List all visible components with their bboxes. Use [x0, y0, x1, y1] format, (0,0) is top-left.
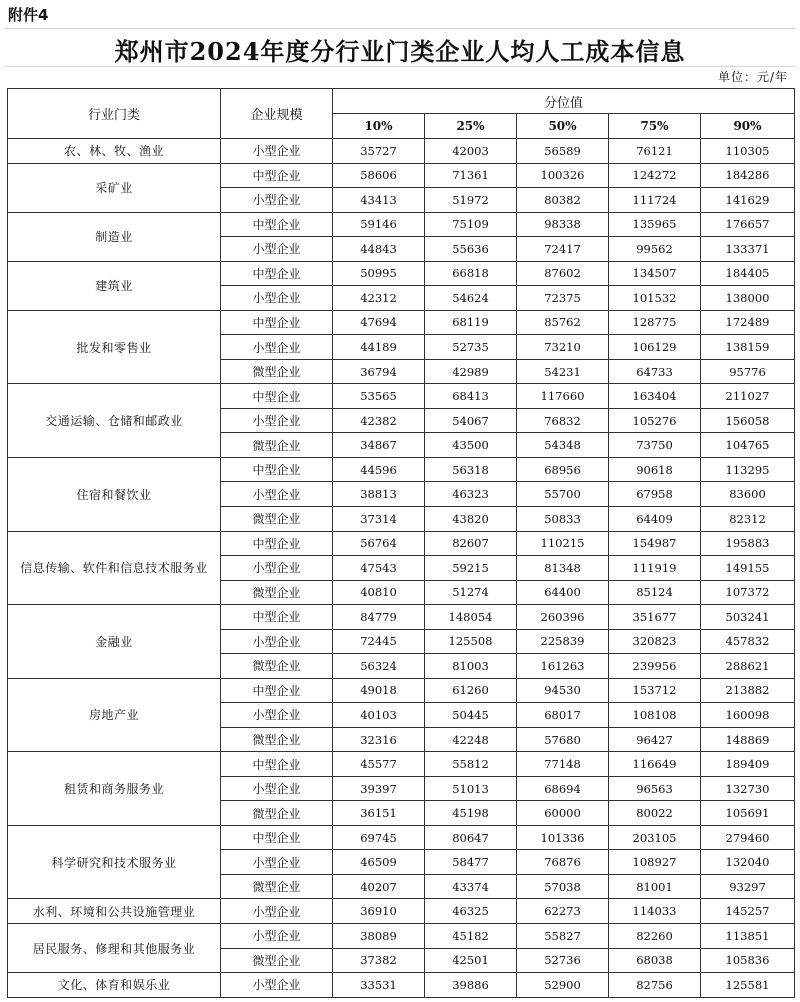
table-row — [8, 752, 795, 777]
scale-cell: 中型企业 — [221, 605, 333, 630]
table-row — [8, 924, 795, 949]
value-cell: 67958 — [609, 482, 701, 507]
value-cell: 36794 — [333, 359, 425, 384]
value-cell: 43820 — [425, 506, 517, 531]
value-cell: 72445 — [333, 629, 425, 654]
value-cell: 260396 — [517, 605, 609, 630]
value-cell: 55812 — [425, 752, 517, 777]
value-cell: 148869 — [701, 727, 795, 752]
value-cell: 184286 — [701, 163, 795, 188]
industry-cell: 住宿和餐饮业 — [8, 457, 221, 531]
value-cell: 107372 — [701, 580, 795, 605]
value-cell: 101336 — [517, 825, 609, 850]
value-cell: 42501 — [425, 948, 517, 973]
value-cell: 44596 — [333, 457, 425, 482]
scale-cell: 中型企业 — [221, 825, 333, 850]
value-cell: 47694 — [333, 310, 425, 335]
value-cell: 145257 — [701, 899, 795, 924]
scale-cell: 微型企业 — [221, 433, 333, 458]
value-cell: 64400 — [517, 580, 609, 605]
scale-cell: 微型企业 — [221, 874, 333, 899]
value-cell: 51972 — [425, 188, 517, 213]
value-cell: 189409 — [701, 752, 795, 777]
value-cell: 85124 — [609, 580, 701, 605]
value-cell: 154987 — [609, 531, 701, 556]
value-cell: 68694 — [517, 776, 609, 801]
value-cell: 104765 — [701, 433, 795, 458]
value-cell: 42003 — [425, 139, 517, 164]
value-cell: 100326 — [517, 163, 609, 188]
header-percentile-group: 分位值 — [333, 89, 795, 114]
value-cell: 64409 — [609, 506, 701, 531]
value-cell: 124272 — [609, 163, 701, 188]
value-cell: 46509 — [333, 850, 425, 875]
value-cell: 36910 — [333, 899, 425, 924]
value-cell: 153712 — [609, 678, 701, 703]
value-cell: 60000 — [517, 801, 609, 826]
value-cell: 37382 — [333, 948, 425, 973]
table-row — [8, 384, 795, 409]
value-cell: 101532 — [609, 286, 701, 311]
value-cell: 90618 — [609, 457, 701, 482]
scale-cell: 中型企业 — [221, 531, 333, 556]
value-cell: 55636 — [425, 237, 517, 262]
table-body — [8, 139, 795, 998]
value-cell: 69745 — [333, 825, 425, 850]
scale-cell: 小型企业 — [221, 335, 333, 360]
value-cell: 54067 — [425, 408, 517, 433]
header-p75: 75% — [609, 114, 701, 139]
value-cell: 128775 — [609, 310, 701, 335]
value-cell: 503241 — [701, 605, 795, 630]
value-cell: 113295 — [701, 457, 795, 482]
industry-cell: 文化、体育和娱乐业 — [8, 973, 221, 998]
value-cell: 73750 — [609, 433, 701, 458]
scale-cell: 中型企业 — [221, 752, 333, 777]
scale-cell: 小型企业 — [221, 703, 333, 728]
value-cell: 156058 — [701, 408, 795, 433]
scale-cell: 小型企业 — [221, 237, 333, 262]
value-cell: 141629 — [701, 188, 795, 213]
unit-label: 单位：元/年 — [717, 70, 788, 84]
value-cell: 59146 — [333, 212, 425, 237]
value-cell: 117660 — [517, 384, 609, 409]
value-cell: 83600 — [701, 482, 795, 507]
value-cell: 81003 — [425, 654, 517, 679]
value-cell: 125581 — [701, 973, 795, 998]
scale-cell: 小型企业 — [221, 139, 333, 164]
divider — [4, 28, 796, 29]
value-cell: 351677 — [609, 605, 701, 630]
value-cell: 46323 — [425, 482, 517, 507]
industry-cell: 建筑业 — [8, 261, 221, 310]
value-cell: 82312 — [701, 506, 795, 531]
value-cell: 40207 — [333, 874, 425, 899]
value-cell: 81001 — [609, 874, 701, 899]
value-cell: 37314 — [333, 506, 425, 531]
value-cell: 44189 — [333, 335, 425, 360]
scale-cell: 小型企业 — [221, 408, 333, 433]
value-cell: 44843 — [333, 237, 425, 262]
value-cell: 42312 — [333, 286, 425, 311]
value-cell: 110215 — [517, 531, 609, 556]
value-cell: 134507 — [609, 261, 701, 286]
scale-cell: 小型企业 — [221, 629, 333, 654]
value-cell: 33531 — [333, 973, 425, 998]
value-cell: 49018 — [333, 678, 425, 703]
value-cell: 68956 — [517, 457, 609, 482]
table-row — [8, 163, 795, 188]
scale-cell: 中型企业 — [221, 261, 333, 286]
header-p10: 10% — [333, 114, 425, 139]
value-cell: 43500 — [425, 433, 517, 458]
table-row — [8, 261, 795, 286]
value-cell: 211027 — [701, 384, 795, 409]
value-cell: 40810 — [333, 580, 425, 605]
scale-cell: 微型企业 — [221, 359, 333, 384]
scale-cell: 小型企业 — [221, 188, 333, 213]
scale-cell: 中型企业 — [221, 678, 333, 703]
value-cell: 56764 — [333, 531, 425, 556]
header-p90: 90% — [701, 114, 795, 139]
industry-cell: 信息传输、软件和信息技术服务业 — [8, 531, 221, 605]
value-cell: 82756 — [609, 973, 701, 998]
industry-cell: 房地产业 — [8, 678, 221, 752]
value-cell: 52736 — [517, 948, 609, 973]
value-cell: 184405 — [701, 261, 795, 286]
value-cell: 93297 — [701, 874, 795, 899]
scale-cell: 微型企业 — [221, 506, 333, 531]
value-cell: 82260 — [609, 924, 701, 949]
industry-cell: 批发和零售业 — [8, 310, 221, 384]
table-row — [8, 605, 795, 630]
value-cell: 38813 — [333, 482, 425, 507]
industry-cell: 水利、环境和公共设施管理业 — [8, 899, 221, 924]
value-cell: 110305 — [701, 139, 795, 164]
table-row — [8, 899, 795, 924]
value-cell: 42989 — [425, 359, 517, 384]
value-cell: 56589 — [517, 139, 609, 164]
value-cell: 172489 — [701, 310, 795, 335]
value-cell: 82607 — [425, 531, 517, 556]
scale-cell: 微型企业 — [221, 801, 333, 826]
table-row — [8, 212, 795, 237]
scale-cell: 小型企业 — [221, 556, 333, 581]
value-cell: 56318 — [425, 457, 517, 482]
industry-cell: 租赁和商务服务业 — [8, 752, 221, 826]
value-cell: 34867 — [333, 433, 425, 458]
value-cell: 80022 — [609, 801, 701, 826]
value-cell: 288621 — [701, 654, 795, 679]
value-cell: 68017 — [517, 703, 609, 728]
value-cell: 161263 — [517, 654, 609, 679]
value-cell: 133371 — [701, 237, 795, 262]
value-cell: 106129 — [609, 335, 701, 360]
value-cell: 105691 — [701, 801, 795, 826]
header-p25: 25% — [425, 114, 517, 139]
value-cell: 77148 — [517, 752, 609, 777]
value-cell: 56324 — [333, 654, 425, 679]
value-cell: 57038 — [517, 874, 609, 899]
industry-cell: 居民服务、修理和其他服务业 — [8, 924, 221, 973]
value-cell: 68413 — [425, 384, 517, 409]
value-cell: 73210 — [517, 335, 609, 360]
value-cell: 68038 — [609, 948, 701, 973]
value-cell: 80382 — [517, 188, 609, 213]
scale-cell: 微型企业 — [221, 727, 333, 752]
value-cell: 50833 — [517, 506, 609, 531]
value-cell: 54624 — [425, 286, 517, 311]
value-cell: 239956 — [609, 654, 701, 679]
value-cell: 40103 — [333, 703, 425, 728]
value-cell: 176657 — [701, 212, 795, 237]
value-cell: 43413 — [333, 188, 425, 213]
scale-cell: 微型企业 — [221, 580, 333, 605]
value-cell: 138159 — [701, 335, 795, 360]
industry-cell: 科学研究和技术服务业 — [8, 825, 221, 899]
cost-table — [7, 88, 795, 998]
scale-cell: 小型企业 — [221, 899, 333, 924]
value-cell: 76832 — [517, 408, 609, 433]
value-cell: 87602 — [517, 261, 609, 286]
value-cell: 76876 — [517, 850, 609, 875]
value-cell: 35727 — [333, 139, 425, 164]
value-cell: 320823 — [609, 629, 701, 654]
value-cell: 225839 — [517, 629, 609, 654]
table-row — [8, 825, 795, 850]
value-cell: 66818 — [425, 261, 517, 286]
value-cell: 47543 — [333, 556, 425, 581]
value-cell: 135965 — [609, 212, 701, 237]
value-cell: 38089 — [333, 924, 425, 949]
value-cell: 96427 — [609, 727, 701, 752]
attachment-label: 附件4 — [8, 6, 49, 24]
page-title: 郑州市2024年度分行业门类企业人均人工成本信息 — [114, 37, 686, 66]
value-cell: 52900 — [517, 973, 609, 998]
value-cell: 99562 — [609, 237, 701, 262]
industry-cell: 制造业 — [8, 212, 221, 261]
value-cell: 42382 — [333, 408, 425, 433]
value-cell: 54348 — [517, 433, 609, 458]
value-cell: 108108 — [609, 703, 701, 728]
table-row — [8, 973, 795, 998]
value-cell: 45577 — [333, 752, 425, 777]
value-cell: 132040 — [701, 850, 795, 875]
value-cell: 149155 — [701, 556, 795, 581]
value-cell: 81348 — [517, 556, 609, 581]
header-industry: 行业门类 — [8, 89, 221, 139]
scale-cell: 中型企业 — [221, 163, 333, 188]
value-cell: 111919 — [609, 556, 701, 581]
value-cell: 55827 — [517, 924, 609, 949]
value-cell: 279460 — [701, 825, 795, 850]
value-cell: 71361 — [425, 163, 517, 188]
table-row — [8, 139, 795, 164]
value-cell: 457832 — [701, 629, 795, 654]
value-cell: 51013 — [425, 776, 517, 801]
value-cell: 125508 — [425, 629, 517, 654]
value-cell: 96563 — [609, 776, 701, 801]
value-cell: 58477 — [425, 850, 517, 875]
value-cell: 113851 — [701, 924, 795, 949]
value-cell: 80647 — [425, 825, 517, 850]
value-cell: 98338 — [517, 212, 609, 237]
value-cell: 50445 — [425, 703, 517, 728]
value-cell: 94530 — [517, 678, 609, 703]
value-cell: 36151 — [333, 801, 425, 826]
divider — [4, 66, 796, 67]
scale-cell: 中型企业 — [221, 310, 333, 335]
value-cell: 39886 — [425, 973, 517, 998]
value-cell: 64733 — [609, 359, 701, 384]
scale-cell: 小型企业 — [221, 776, 333, 801]
header-scale: 企业规模 — [221, 89, 333, 139]
value-cell: 57680 — [517, 727, 609, 752]
scale-cell: 中型企业 — [221, 212, 333, 237]
value-cell: 45198 — [425, 801, 517, 826]
value-cell: 42248 — [425, 727, 517, 752]
value-cell: 45182 — [425, 924, 517, 949]
value-cell: 62273 — [517, 899, 609, 924]
value-cell: 114033 — [609, 899, 701, 924]
value-cell: 108927 — [609, 850, 701, 875]
value-cell: 203105 — [609, 825, 701, 850]
table-row — [8, 678, 795, 703]
value-cell: 32316 — [333, 727, 425, 752]
scale-cell: 微型企业 — [221, 654, 333, 679]
scale-cell: 中型企业 — [221, 384, 333, 409]
industry-cell: 金融业 — [8, 605, 221, 679]
value-cell: 132730 — [701, 776, 795, 801]
scale-cell: 中型企业 — [221, 457, 333, 482]
value-cell: 195883 — [701, 531, 795, 556]
value-cell: 213882 — [701, 678, 795, 703]
value-cell: 105836 — [701, 948, 795, 973]
scale-cell: 微型企业 — [221, 948, 333, 973]
value-cell: 51274 — [425, 580, 517, 605]
value-cell: 55700 — [517, 482, 609, 507]
value-cell: 105276 — [609, 408, 701, 433]
scale-cell: 小型企业 — [221, 286, 333, 311]
value-cell: 138000 — [701, 286, 795, 311]
value-cell: 85762 — [517, 310, 609, 335]
value-cell: 111724 — [609, 188, 701, 213]
table-row — [8, 457, 795, 482]
value-cell: 59215 — [425, 556, 517, 581]
value-cell: 72417 — [517, 237, 609, 262]
industry-cell: 采矿业 — [8, 163, 221, 212]
value-cell: 61260 — [425, 678, 517, 703]
industry-cell: 交通运输、仓储和邮政业 — [8, 384, 221, 458]
table-row — [8, 531, 795, 556]
value-cell: 84779 — [333, 605, 425, 630]
scale-cell: 小型企业 — [221, 973, 333, 998]
value-cell: 68119 — [425, 310, 517, 335]
value-cell: 39397 — [333, 776, 425, 801]
value-cell: 54231 — [517, 359, 609, 384]
value-cell: 75109 — [425, 212, 517, 237]
value-cell: 116649 — [609, 752, 701, 777]
value-cell: 43374 — [425, 874, 517, 899]
value-cell: 95776 — [701, 359, 795, 384]
value-cell: 53565 — [333, 384, 425, 409]
value-cell: 160098 — [701, 703, 795, 728]
value-cell: 52735 — [425, 335, 517, 360]
scale-cell: 小型企业 — [221, 924, 333, 949]
industry-cell: 农、林、牧、渔业 — [8, 139, 221, 164]
table-row — [8, 310, 795, 335]
value-cell: 50995 — [333, 261, 425, 286]
scale-cell: 小型企业 — [221, 482, 333, 507]
header-p50: 50% — [517, 114, 609, 139]
value-cell: 76121 — [609, 139, 701, 164]
value-cell: 148054 — [425, 605, 517, 630]
scale-cell: 小型企业 — [221, 850, 333, 875]
value-cell: 72375 — [517, 286, 609, 311]
value-cell: 58606 — [333, 163, 425, 188]
value-cell: 163404 — [609, 384, 701, 409]
value-cell: 46325 — [425, 899, 517, 924]
